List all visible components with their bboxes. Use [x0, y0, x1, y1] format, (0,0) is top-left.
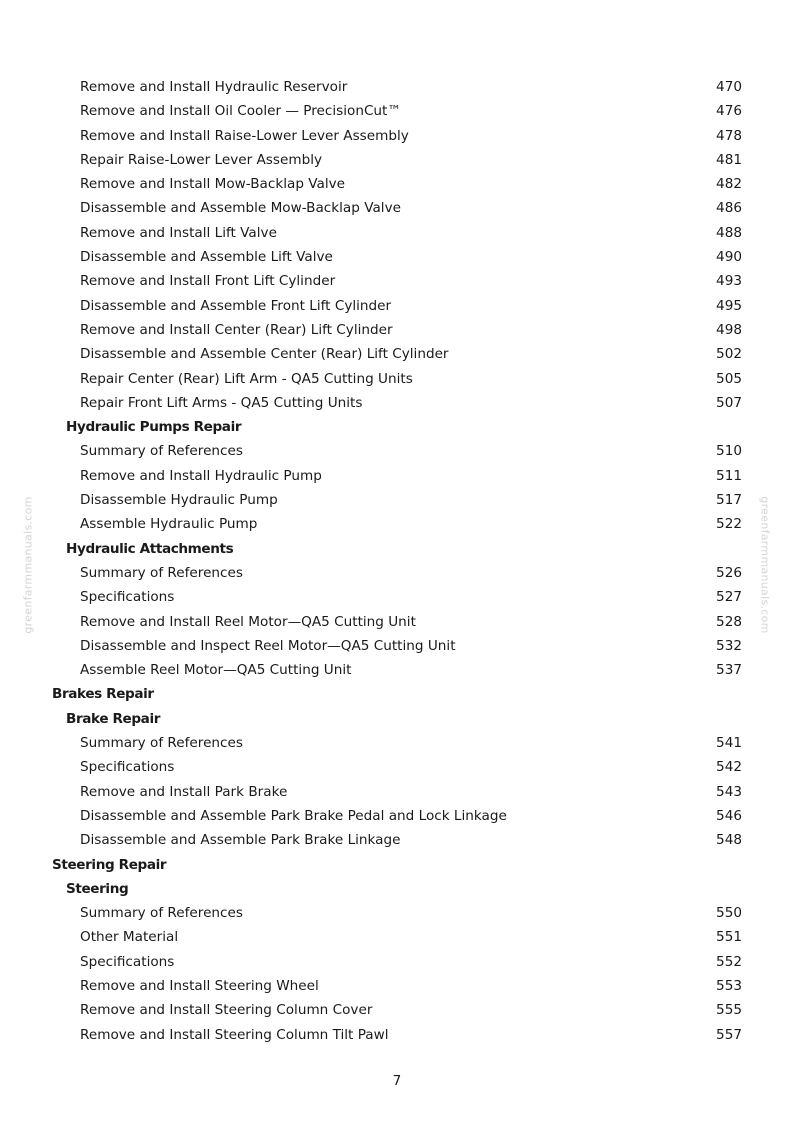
toc-entry-page: 505	[716, 370, 742, 387]
toc-entry[interactable]	[0, 512, 794, 536]
toc-entry-page: 478	[716, 127, 742, 144]
toc-entry-title: Disassemble and Assemble Front Lift Cylinder	[80, 297, 392, 314]
toc-entry[interactable]	[0, 464, 794, 488]
toc-entry-title: Disassemble and Inspect Reel Motor—QA5 Cutting Unit	[80, 637, 456, 654]
toc-entry-page: 550	[716, 905, 742, 922]
toc-entry-title: Summary of References	[80, 443, 243, 460]
toc-entry-page: 486	[716, 200, 742, 217]
toc-entry[interactable]	[0, 804, 794, 828]
toc-entry-title: Steering	[66, 880, 129, 897]
toc-entry-page: 526	[716, 564, 742, 581]
toc-entry-page: 532	[716, 637, 742, 654]
toc-entry[interactable]	[0, 780, 794, 804]
toc-entry-title: Assemble Hydraulic Pump	[80, 516, 258, 533]
toc-entry-page: 552	[716, 953, 742, 970]
toc-entry-title: Disassemble and Assemble Mow-Backlap Valve	[80, 200, 401, 217]
toc-entry-title: Remove and Install Front Lift Cylinder	[80, 273, 336, 290]
toc-entry[interactable]	[0, 634, 794, 658]
toc-entry[interactable]	[0, 439, 794, 463]
toc-entry-page: 542	[716, 759, 742, 776]
toc-entry[interactable]	[0, 391, 794, 415]
toc-entry-page: 510	[716, 443, 742, 460]
toc-entry-page: 527	[716, 589, 742, 606]
toc-entry-title: Remove and Install Steering Wheel	[80, 977, 319, 994]
toc-entry[interactable]	[0, 610, 794, 634]
watermark-left: greenfarmmanuals.com	[21, 496, 35, 634]
toc-entry[interactable]	[0, 196, 794, 220]
toc-entry-page: 522	[716, 516, 742, 533]
table-of-contents	[0, 75, 794, 1047]
toc-entry-page: 557	[716, 1026, 742, 1043]
toc-entry[interactable]	[0, 124, 794, 148]
toc-entry-title: Brakes Repair	[52, 686, 154, 703]
toc-entry-page: 488	[716, 224, 742, 241]
toc-entry[interactable]	[0, 172, 794, 196]
toc-entry[interactable]	[0, 99, 794, 123]
toc-entry[interactable]	[0, 585, 794, 609]
toc-entry-page: 498	[716, 321, 742, 338]
toc-entry-title: Disassemble Hydraulic Pump	[80, 492, 278, 509]
toc-entry[interactable]	[0, 221, 794, 245]
toc-entry-page: 502	[716, 346, 742, 363]
toc-entry-title: Steering Repair	[52, 856, 167, 873]
toc-entry-title: Remove and Install Raise-Lower Lever Assembly	[80, 127, 409, 144]
toc-section-heading[interactable]	[0, 853, 794, 877]
toc-entry-page: 470	[716, 79, 742, 95]
toc-entry-page: 555	[716, 1002, 742, 1019]
toc-entry-title: Disassemble and Assemble Lift Valve	[80, 249, 333, 266]
toc-entry[interactable]	[0, 974, 794, 998]
toc-entry[interactable]	[0, 294, 794, 318]
toc-entry-page: 553	[716, 977, 742, 994]
watermark-right: greenfarmmanuals.com	[758, 496, 772, 634]
toc-entry[interactable]	[0, 245, 794, 269]
toc-entry-title: Remove and Install Steering Column Cover	[80, 1002, 373, 1019]
toc-entry-title: Remove and Install Reel Motor—QA5 Cutting Unit	[80, 613, 416, 630]
toc-entry-title: Remove and Install Steering Column Tilt Pawl	[80, 1026, 389, 1043]
toc-entry-title: Summary of References	[80, 735, 243, 752]
toc-entry-page: 541	[716, 735, 742, 752]
toc-entry-page: 543	[716, 783, 742, 800]
toc-entry-title: Remove and Install Park Brake	[80, 783, 288, 800]
toc-subsection-heading[interactable]	[0, 707, 794, 731]
toc-entry-title: Repair Raise-Lower Lever Assembly	[80, 151, 323, 168]
toc-entry[interactable]	[0, 901, 794, 925]
toc-entry-title: Remove and Install Oil Cooler — PrecisionCut™	[80, 103, 401, 120]
toc-entry-title: Disassemble and Assemble Park Brake Linkage	[80, 832, 401, 849]
toc-entry[interactable]	[0, 731, 794, 755]
toc-entry[interactable]	[0, 755, 794, 779]
toc-entry[interactable]	[0, 925, 794, 949]
toc-entry-title: Summary of References	[80, 905, 243, 922]
toc-entry-title: Remove and Install Hydraulic Pump	[80, 467, 322, 484]
toc-entry-page: 511	[716, 467, 742, 484]
toc-entry-page: 481	[716, 151, 742, 168]
toc-entry-page: 490	[716, 249, 742, 266]
toc-entry[interactable]	[0, 561, 794, 585]
toc-entry-title: Hydraulic Attachments	[66, 540, 234, 557]
toc-entry[interactable]	[0, 1023, 794, 1047]
toc-entry-title: Brake Repair	[66, 710, 161, 727]
toc-entry-title: Disassemble and Assemble Center (Rear) Lift Cylinder	[80, 346, 449, 363]
toc-subsection-heading[interactable]	[0, 537, 794, 561]
toc-entry-page: 528	[716, 613, 742, 630]
toc-entry-title: Hydraulic Pumps Repair	[66, 419, 242, 436]
toc-entry-page: 495	[716, 297, 742, 314]
toc-entry-page: 476	[716, 103, 742, 120]
toc-entry[interactable]	[0, 950, 794, 974]
toc-entry-title: Remove and Install Mow-Backlap Valve	[80, 176, 346, 193]
toc-entry[interactable]	[0, 828, 794, 852]
toc-entry-page: 493	[716, 273, 742, 290]
page-number: 7	[392, 1073, 402, 1089]
toc-subsection-heading[interactable]	[0, 415, 794, 439]
toc-entry-title: Assemble Reel Motor—QA5 Cutting Unit	[80, 662, 352, 679]
toc-section-heading[interactable]	[0, 682, 794, 706]
toc-entry-page: 548	[716, 832, 742, 849]
toc-entry[interactable]	[0, 342, 794, 366]
toc-entry-title: Specifications	[80, 589, 175, 606]
toc-entry-title: Remove and Install Center (Rear) Lift Cylinder	[80, 321, 393, 338]
toc-entry-title: Other Material	[80, 929, 179, 946]
toc-entry-page: 551	[716, 929, 742, 946]
toc-entry-title: Specifications	[80, 759, 175, 776]
toc-entry-title: Summary of References	[80, 564, 243, 581]
toc-entry[interactable]	[0, 318, 794, 342]
toc-subsection-heading[interactable]	[0, 877, 794, 901]
toc-entry-page: 482	[716, 176, 742, 193]
toc-entry[interactable]	[0, 148, 794, 172]
toc-entry[interactable]	[0, 998, 794, 1022]
toc-entry[interactable]	[0, 488, 794, 512]
toc-entry[interactable]	[0, 367, 794, 391]
toc-entry-title: Specifications	[80, 953, 175, 970]
toc-entry[interactable]	[0, 269, 794, 293]
toc-entry-title: Remove and Install Lift Valve	[80, 224, 277, 241]
toc-entry-title: Repair Front Lift Arms - QA5 Cutting Units	[80, 394, 363, 411]
toc-entry-title: Repair Center (Rear) Lift Arm - QA5 Cutting Units	[80, 370, 413, 387]
toc-entry[interactable]	[0, 75, 794, 99]
toc-entry-page: 507	[716, 394, 742, 411]
toc-entry-page: 537	[716, 662, 742, 679]
toc-entry-page: 546	[716, 807, 742, 824]
toc-entry-title: Remove and Install Hydraulic Reservoir	[80, 79, 348, 95]
toc-entry-page: 517	[716, 492, 742, 509]
toc-entry[interactable]	[0, 658, 794, 682]
toc-entry-title: Disassemble and Assemble Park Brake Pedal and Lock Linkage	[80, 807, 507, 824]
